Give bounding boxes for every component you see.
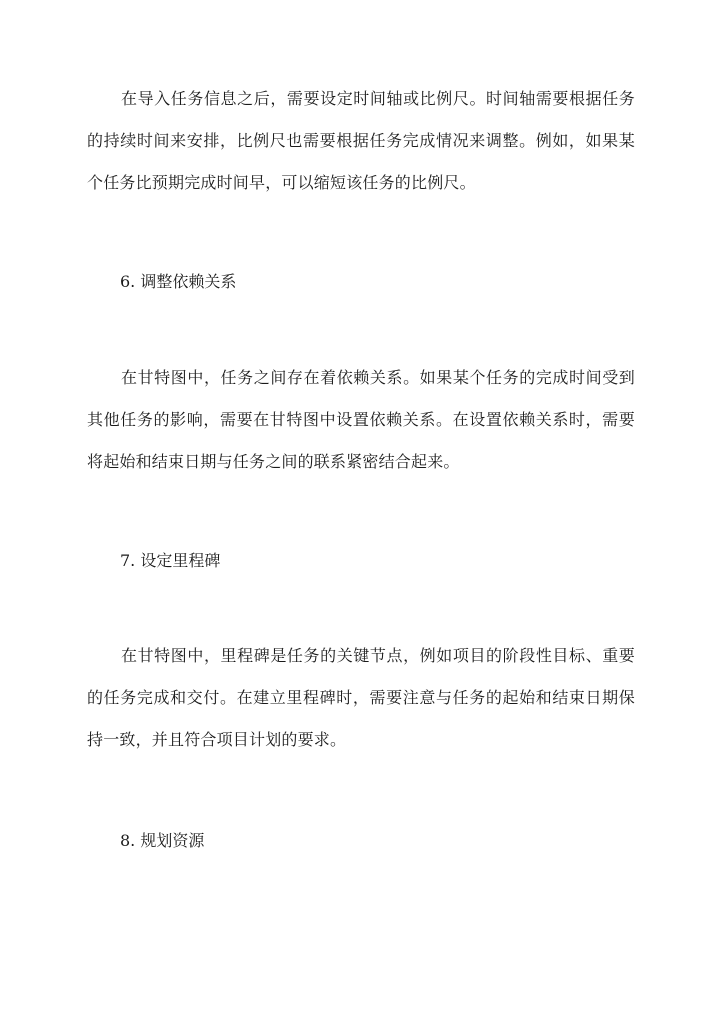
paragraph-dependencies: 在甘特图中，任务之间存在着依赖关系。如果某个任务的完成时间受到其他任务的影响，需要在甘特图中设置依赖关系。在设置依赖关系时，需要将起始和结束日期与任务之间的联系紧密结合起来。 <box>87 368 635 471</box>
paragraph-milestones: 在甘特图中，里程碑是任务的关键节点，例如项目的阶段性目标、重要的任务完成和交付。在建立里程碑时，需要注意与任务的起始和结束日期保持一致，并且符合项目计划的要求。 <box>87 646 635 749</box>
paragraph-timeline-scale: 在导入任务信息之后，需要设定时间轴或比例尺。时间轴需要根据任务的持续时间来安排，比例尺也需要根据任务完成情况来调整。例如，如果某个任务比预期完成时间早，可以缩短该任务的比例尺。 <box>87 89 635 192</box>
section-heading-6: 6. 调整依赖关系 <box>120 272 237 291</box>
section-heading-7: 7. 设定里程碑 <box>120 551 221 570</box>
section-heading-8: 8. 规划资源 <box>120 831 205 850</box>
